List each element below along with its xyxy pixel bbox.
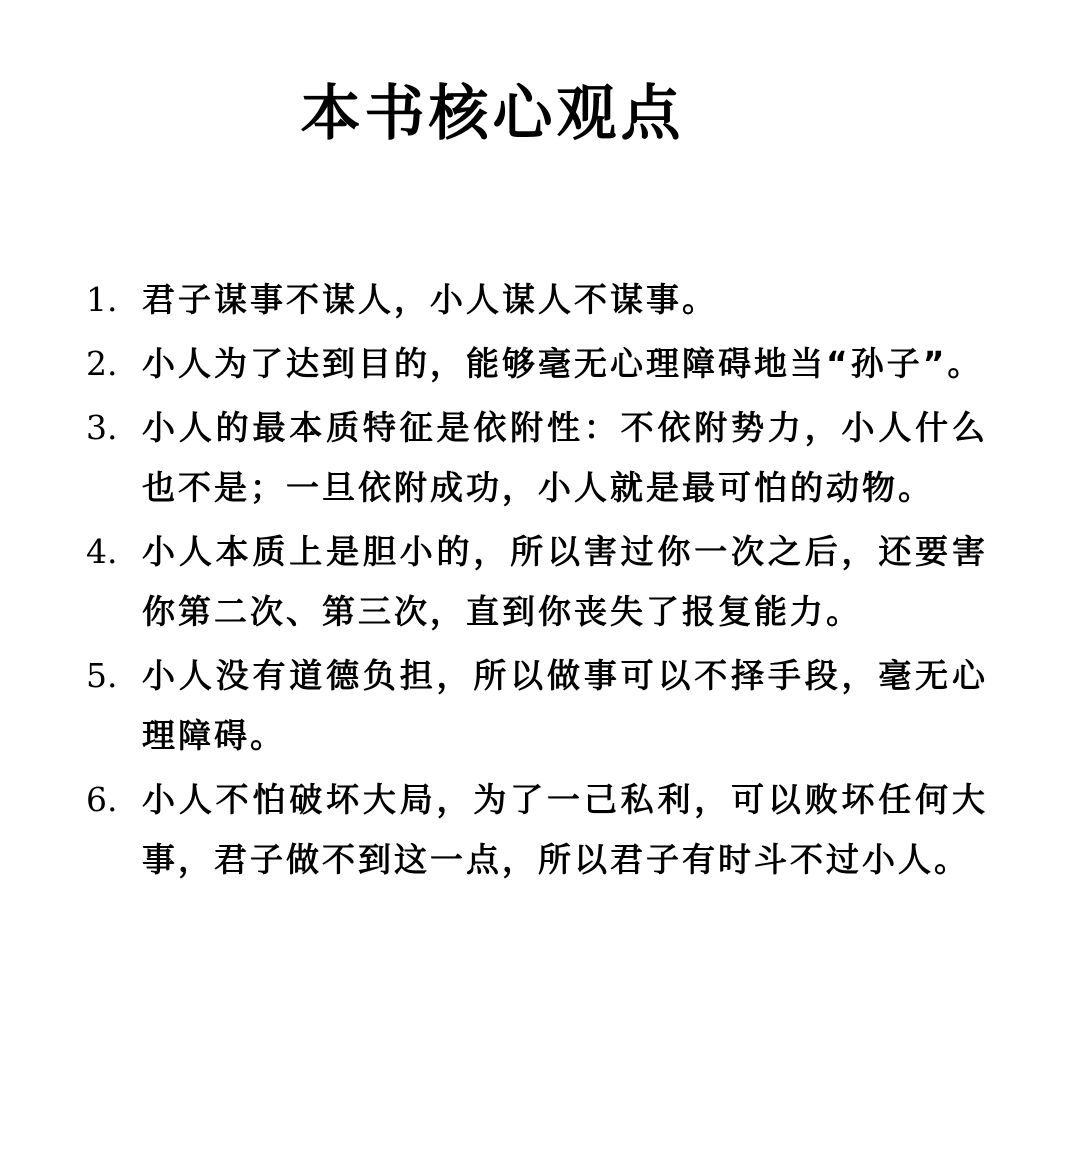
item-text: 小人本质上是胆小的，所以害过你一次之后，还要害你第二次、第三次，直到你丧失了报复能力。 [142, 532, 988, 631]
page-title: 本书核心观点 [300, 79, 685, 149]
list-item [86, 646, 988, 766]
item-text: 小人为了达到目的，能够毫无心理障碍地当“孙子”。 [142, 344, 984, 383]
list-item [86, 270, 988, 330]
item-text: 小人不怕破坏大局，为了一己私利，可以败坏任何大事，君子做不到这一点，所以君子有时斗不过小人。 [142, 780, 988, 879]
list-item [86, 522, 988, 642]
item-number: 6. [86, 780, 118, 819]
core-points-list [86, 270, 988, 894]
item-text: 小人没有道德负担，所以做事可以不择手段，毫无心理障碍。 [142, 656, 988, 755]
item-number: 5. [86, 656, 118, 695]
item-number: 4. [86, 532, 118, 571]
list-item [86, 334, 988, 394]
list-item [86, 770, 988, 890]
item-number: 1. [86, 280, 118, 319]
item-number: 3. [86, 408, 118, 447]
list-item [86, 398, 988, 518]
item-number: 2. [86, 344, 118, 383]
item-text: 君子谋事不谋人，小人谋人不谋事。 [142, 280, 718, 319]
item-text: 小人的最本质特征是依附性：不依附势力，小人什么也不是；一旦依附成功，小人就是最可怕的动物。 [142, 408, 988, 507]
